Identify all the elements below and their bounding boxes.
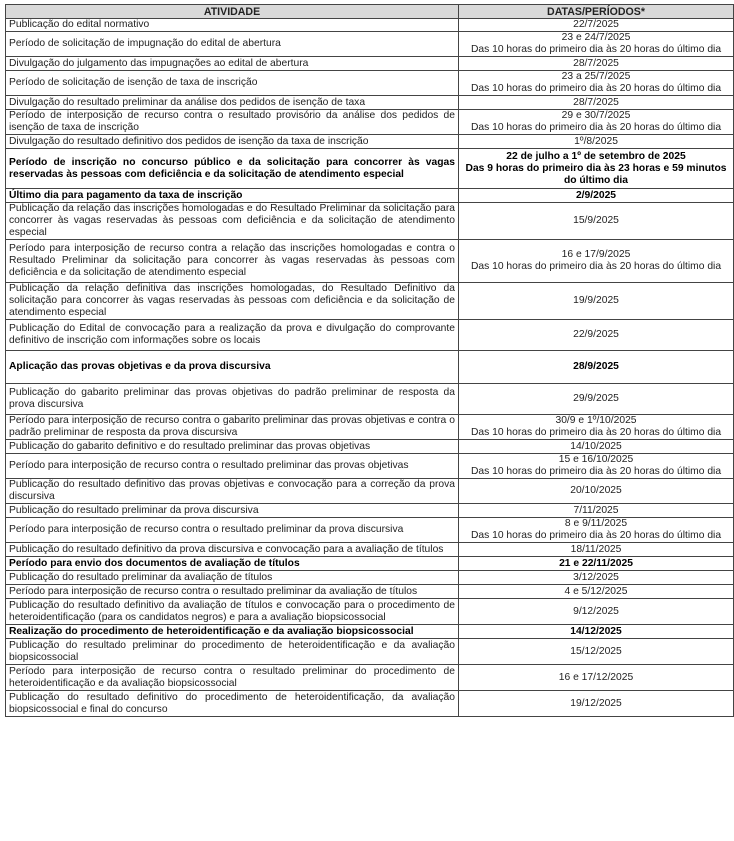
schedule-rows (6, 19, 734, 717)
table-row (6, 57, 734, 71)
activity-cell: Período de interposição de recurso contra o resultado provisório da análise dos pedidos de isenção de taxa de inscrição (6, 110, 459, 135)
table-row (6, 320, 734, 351)
table-row (6, 283, 734, 320)
page-footer-fragment (5, 836, 733, 841)
date-value: 29/9/2025 (573, 393, 619, 404)
dates-cell (459, 504, 734, 518)
date-value: 2/9/2025 (575, 189, 617, 201)
date-value: 28/7/2025 (573, 57, 619, 69)
table-row (6, 665, 734, 691)
table-row (6, 203, 734, 240)
date-value: 18/11/2025 (570, 543, 622, 555)
table-row (6, 96, 734, 110)
dates-cell (459, 543, 734, 557)
activity-cell: Período de inscrição no concurso público e da solicitação para concorrer às vagas reservadas às pessoas com deficiência e da solicitação de atendimento especial (6, 149, 459, 189)
table-row (6, 479, 734, 504)
date-value: 15/9/2025 (573, 215, 619, 226)
table-row (6, 639, 734, 665)
dates-cell (459, 283, 734, 320)
dates-cell (459, 557, 734, 571)
activity-cell: Aplicação das provas objetivas e da prova discursiva (6, 351, 459, 384)
table-row (6, 571, 734, 585)
time-range: Das 10 horas do primeiro dia às 20 horas do último dia (470, 466, 722, 477)
table-row (6, 599, 734, 625)
table-row (6, 240, 734, 283)
date-value: 16 e 17/9/2025 (561, 249, 631, 260)
date-value: 22 de julho a 1º de setembro de 2025 (506, 150, 686, 162)
dates-cell (459, 384, 734, 415)
date-value: 14/10/2025 (570, 440, 622, 452)
time-range: Das 10 horas do primeiro dia às 20 horas do último dia (470, 261, 722, 272)
table-row (6, 440, 734, 454)
date-value: 23 a 25/7/2025 (561, 71, 631, 82)
date-value: 15 e 16/10/2025 (558, 454, 634, 465)
table-row (6, 557, 734, 571)
activity-cell: Período para envio dos documentos de avaliação de títulos (6, 557, 459, 571)
dates-cell (459, 240, 734, 283)
dates-cell (459, 351, 734, 384)
activity-cell: Publicação do gabarito definitivo e do resultado preliminar das provas objetivas (6, 440, 459, 454)
dates-cell (459, 110, 734, 135)
date-value: 4 e 5/12/2025 (564, 585, 628, 597)
date-value: 28/9/2025 (573, 361, 619, 372)
activity-cell: Período para interposição de recurso contra o resultado preliminar da avaliação de títulos (6, 585, 459, 599)
activity-cell: Publicação do resultado definitivo da prova discursiva e convocação para a avaliação de títulos (6, 543, 459, 557)
activity-cell: Publicação da relação das inscrições homologadas e do Resultado Preliminar da solicitação para concorrer às vagas reservadas às pessoas com deficiência e da solicitação de atendimento especial (6, 203, 459, 240)
dates-cell (459, 19, 734, 32)
activity-cell: Publicação do resultado preliminar da prova discursiva (6, 504, 459, 518)
table-row (6, 543, 734, 557)
activity-cell: Período para interposição de recurso contra o gabarito preliminar das provas objetivas e contra o padrão preliminar de resposta da prova discursiva (6, 415, 459, 440)
dates-cell (459, 454, 734, 479)
dates-column-header: DATAS/PERÍODOS* (459, 5, 734, 19)
dates-cell (459, 625, 734, 639)
dates-cell (459, 440, 734, 454)
dates-cell (459, 599, 734, 625)
activity-cell: Realização do procedimento de heteroidentificação e da avaliação biopsicossocial (6, 625, 459, 639)
dates-cell (459, 585, 734, 599)
table-row (6, 415, 734, 440)
table-row (6, 691, 734, 717)
activity-cell: Divulgação do resultado preliminar da análise dos pedidos de isenção de taxa (6, 96, 459, 110)
table-row (6, 135, 734, 149)
table-row (6, 384, 734, 415)
date-value: 28/7/2025 (573, 96, 619, 108)
activity-cell: Publicação do resultado definitivo da avaliação de títulos e convocação para o procedimento de heteroidentificação (para os candidatos negros) e para a avaliação biopsicossocial (6, 599, 459, 625)
activity-cell: Último dia para pagamento da taxa de inscrição (6, 189, 459, 203)
table-row (6, 189, 734, 203)
date-value: 19/9/2025 (573, 295, 619, 306)
activity-cell: Período para interposição de recurso contra o resultado preliminar da prova discursiva (6, 518, 459, 543)
date-value: 19/12/2025 (570, 697, 622, 709)
table-row (6, 110, 734, 135)
date-value: 8 e 9/11/2025 (564, 518, 628, 529)
dates-cell (459, 32, 734, 57)
date-value: 1º/8/2025 (574, 135, 618, 147)
table-row (6, 149, 734, 189)
date-value: 15/12/2025 (570, 645, 622, 657)
dates-cell (459, 518, 734, 543)
dates-cell (459, 203, 734, 240)
date-value: 14/12/2025 (570, 625, 622, 637)
dates-cell (459, 189, 734, 203)
time-range: Das 10 horas do primeiro dia às 20 horas do último dia (470, 427, 722, 438)
activity-cell: Período de solicitação de isenção de taxa de inscrição (6, 71, 459, 96)
table-row (6, 454, 734, 479)
activity-cell: Publicação do resultado definitivo das provas objetivas e convocação para a correção da prova discursiva (6, 479, 459, 504)
dates-cell (459, 135, 734, 149)
date-value: 21 e 22/11/2025 (559, 557, 633, 569)
activity-cell: Divulgação do julgamento das impugnações ao edital de abertura (6, 57, 459, 71)
activity-cell: Publicação do resultado definitivo do procedimento de heteroidentificação, da avaliação biopsicossocial e final do concurso (6, 691, 459, 717)
table-row (6, 585, 734, 599)
activity-cell: Período para interposição de recurso contra o resultado preliminar das provas objetivas (6, 454, 459, 479)
dates-cell (459, 571, 734, 585)
dates-cell (459, 71, 734, 96)
table-row (6, 32, 734, 57)
date-value: 22/7/2025 (573, 19, 619, 30)
activity-cell: Período para interposição de recurso contra a relação das inscrições homologadas e contra o Resultado Preliminar da solicitação para concorrer às vagas reservadas às pessoas com deficiência e da solicitação de atendimento especial (6, 240, 459, 283)
dates-cell (459, 479, 734, 504)
schedule-table (5, 4, 734, 717)
date-value: 7/11/2025 (573, 504, 619, 516)
date-value: 22/9/2025 (573, 329, 619, 340)
time-range: Das 10 horas do primeiro dia às 20 horas do último dia (470, 530, 722, 541)
activity-cell: Publicação do resultado preliminar do procedimento de heteroidentificação e da avaliação biopsicossocial (6, 639, 459, 665)
dates-cell (459, 639, 734, 665)
time-range: Das 10 horas do primeiro dia às 20 horas do último dia (470, 83, 722, 94)
table-row (6, 71, 734, 96)
date-value: 20/10/2025 (570, 485, 622, 496)
activity-cell: Publicação do edital normativo (6, 19, 459, 32)
activity-column-header: ATIVIDADE (6, 5, 459, 19)
date-value: 29 e 30/7/2025 (561, 110, 631, 121)
dates-cell (459, 96, 734, 110)
activity-cell: Período de solicitação de impugnação do edital de abertura (6, 32, 459, 57)
date-value: 16 e 17/12/2025 (558, 671, 634, 683)
table-row (6, 504, 734, 518)
table-header (6, 5, 734, 19)
date-value: 9/12/2025 (573, 605, 619, 617)
activity-cell: Publicação do resultado preliminar da avaliação de títulos (6, 571, 459, 585)
activity-cell: Período para interposição de recurso contra o resultado preliminar do procedimento de heteroidentificação e da avaliação biopsicossocial (6, 665, 459, 691)
dates-cell (459, 320, 734, 351)
activity-cell: Publicação da relação definitiva das inscrições homologadas, do Resultado Definitivo da solicitação para concorrer às vagas reservadas às pessoas com deficiência e da solicitação de atendimento especial (6, 283, 459, 320)
date-value: 3/12/2025 (573, 571, 619, 583)
dates-cell (459, 415, 734, 440)
dates-cell (459, 665, 734, 691)
time-range: Das 10 horas do primeiro dia às 20 horas do último dia (470, 44, 722, 55)
dates-cell (459, 149, 734, 189)
activity-cell: Publicação do Edital de convocação para a realização da prova e divulgação do comprovante definitivo de inscrição com informações sobre os locais (6, 320, 459, 351)
activity-cell: Divulgação do resultado definitivo dos pedidos de isenção da taxa de inscrição (6, 135, 459, 149)
dates-cell (459, 57, 734, 71)
dates-cell (459, 691, 734, 717)
table-row (6, 518, 734, 543)
table-row (6, 625, 734, 639)
activity-cell: Publicação do gabarito preliminar das provas objetivas do padrão preliminar de resposta da prova discursiva (6, 384, 459, 415)
date-value: 23 e 24/7/2025 (561, 32, 631, 43)
table-row (6, 19, 734, 32)
time-range: Das 10 horas do primeiro dia às 20 horas do último dia (470, 122, 722, 133)
date-value: 30/9 e 1º/10/2025 (555, 415, 637, 426)
time-range: Das 9 horas do primeiro dia às 23 horas e 59 minutos do último dia (465, 162, 727, 186)
table-row (6, 351, 734, 384)
